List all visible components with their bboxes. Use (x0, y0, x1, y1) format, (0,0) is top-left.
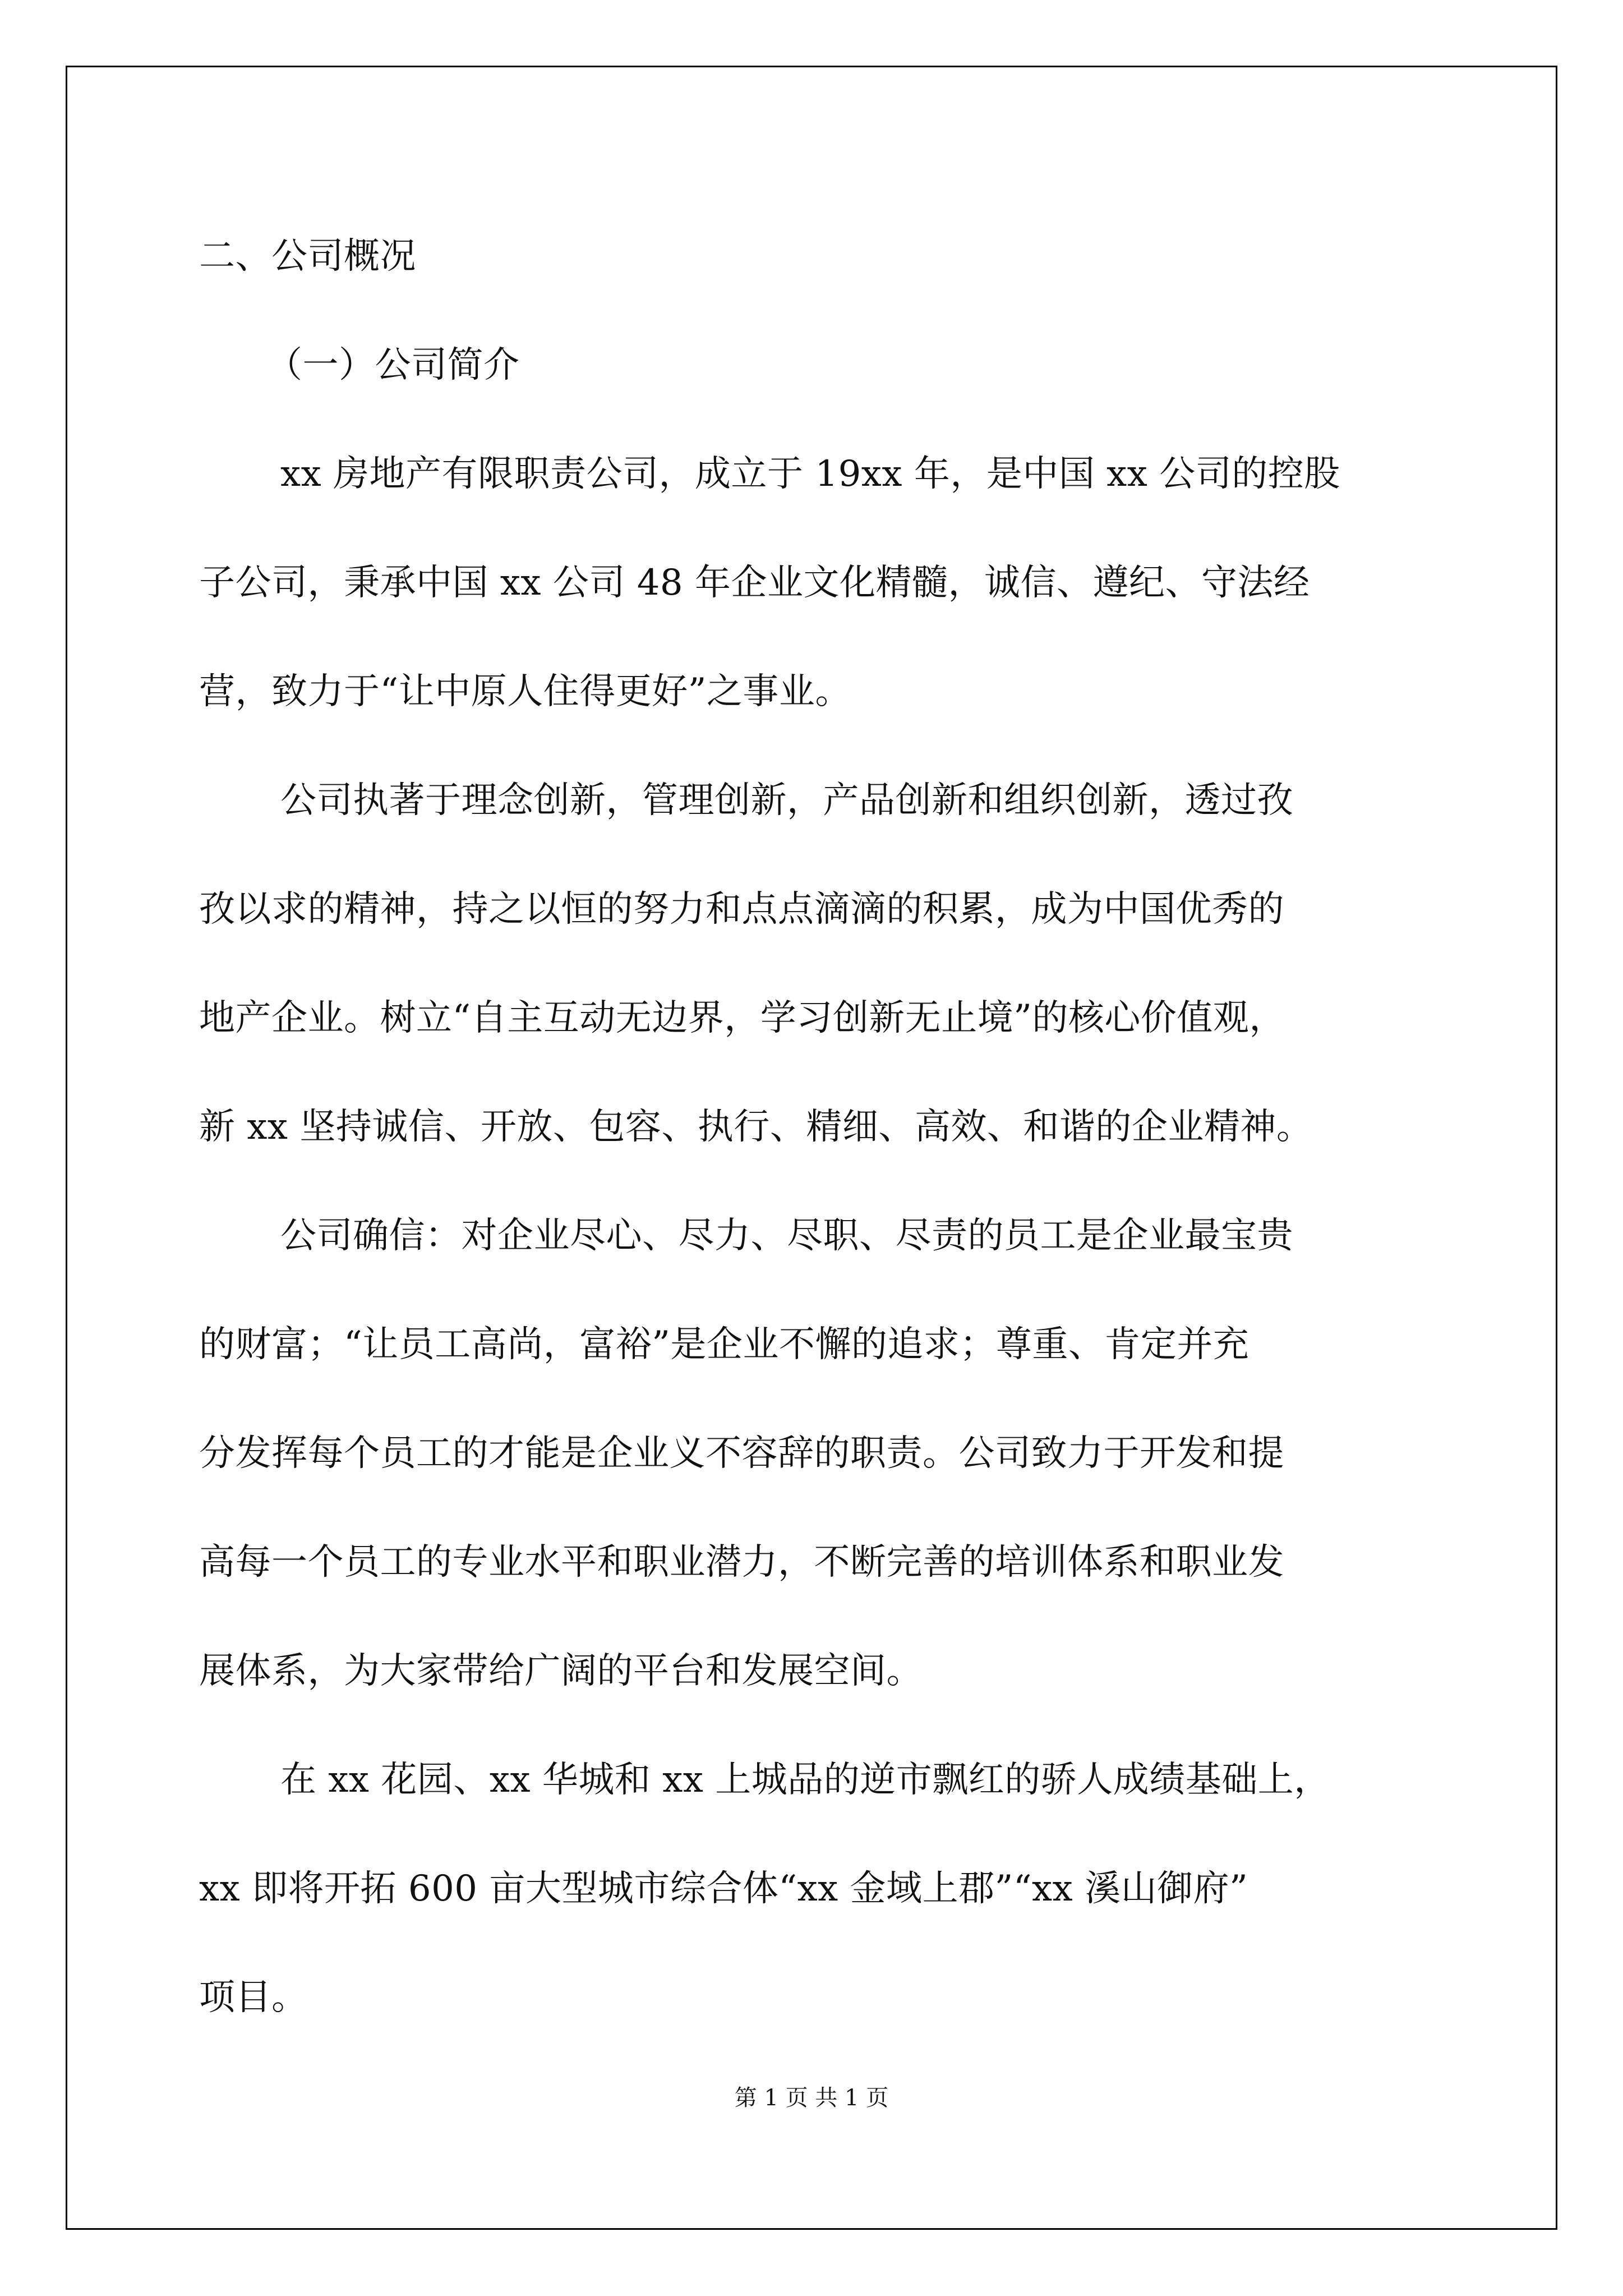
paragraph (199, 1726, 1438, 2052)
paragraph (199, 746, 1438, 1181)
paragraph-line: 地产企业。树立“自主互动无边界，学习创新无止境”的核心价值观， (199, 997, 1285, 1039)
paragraph-line: 在 xx 花园、xx 华城和 xx 上城品的逆市飘红的骄人成绩基础上， (280, 1759, 1330, 1801)
paragraph-line: 公司确信：对企业尽心、尽力、尽职、尽责的员工是企业最宝贵 (280, 1215, 1293, 1257)
paragraph-line: 高每一个员工的专业水平和职业潜力，不断完善的培训体系和职业发 (199, 1542, 1284, 1583)
paragraph (199, 1181, 1438, 1726)
paragraph-line: 的财富；“让员工高尚，富裕”是企业不懈的追求；尊重、肯定并充 (199, 1324, 1249, 1365)
paragraph-line: xx 房地产有限职责公司，成立于 19xx 年，是中国 xx 公司的控股 (280, 453, 1340, 495)
paragraph-line: xx 即将开拓 600 亩大型城市综合体“xx 金域上郡”“xx 溪山御府” (199, 1868, 1248, 1910)
section-heading: 二、公司概况 (199, 236, 416, 277)
document-body (199, 202, 1438, 2052)
subsection-heading: （一）公司简介 (266, 344, 520, 386)
paragraph-line: 分发挥每个员工的才能是企业义不容辞的职责。公司致力于开发和提 (199, 1433, 1284, 1474)
paragraph (199, 420, 1438, 746)
page-footer: 第 1 页 共 1 页 (734, 2085, 889, 2111)
paragraph-line: 营，致力于“让中原人住得更好”之事业。 (199, 671, 851, 712)
paragraph-line: 公司执著于理念创新，管理创新，产品创新和组织创新，透过孜 (280, 780, 1293, 821)
paragraph-line: 新 xx 坚持诚信、开放、包容、执行、精细、高效、和谐的企业精神。 (199, 1106, 1313, 1148)
paragraph-line: 项目。 (199, 1977, 308, 2018)
paragraph-line: 展体系，为大家带给广阔的平台和发展空间。 (199, 1650, 923, 1692)
paragraph-line: 子公司，秉承中国 xx 公司 48 年企业文化精髓，诚信、遵纪、守法经 (199, 562, 1310, 604)
paragraph-line: 孜以求的精神，持之以恒的努力和点点滴滴的积累，成为中国优秀的 (199, 889, 1284, 930)
